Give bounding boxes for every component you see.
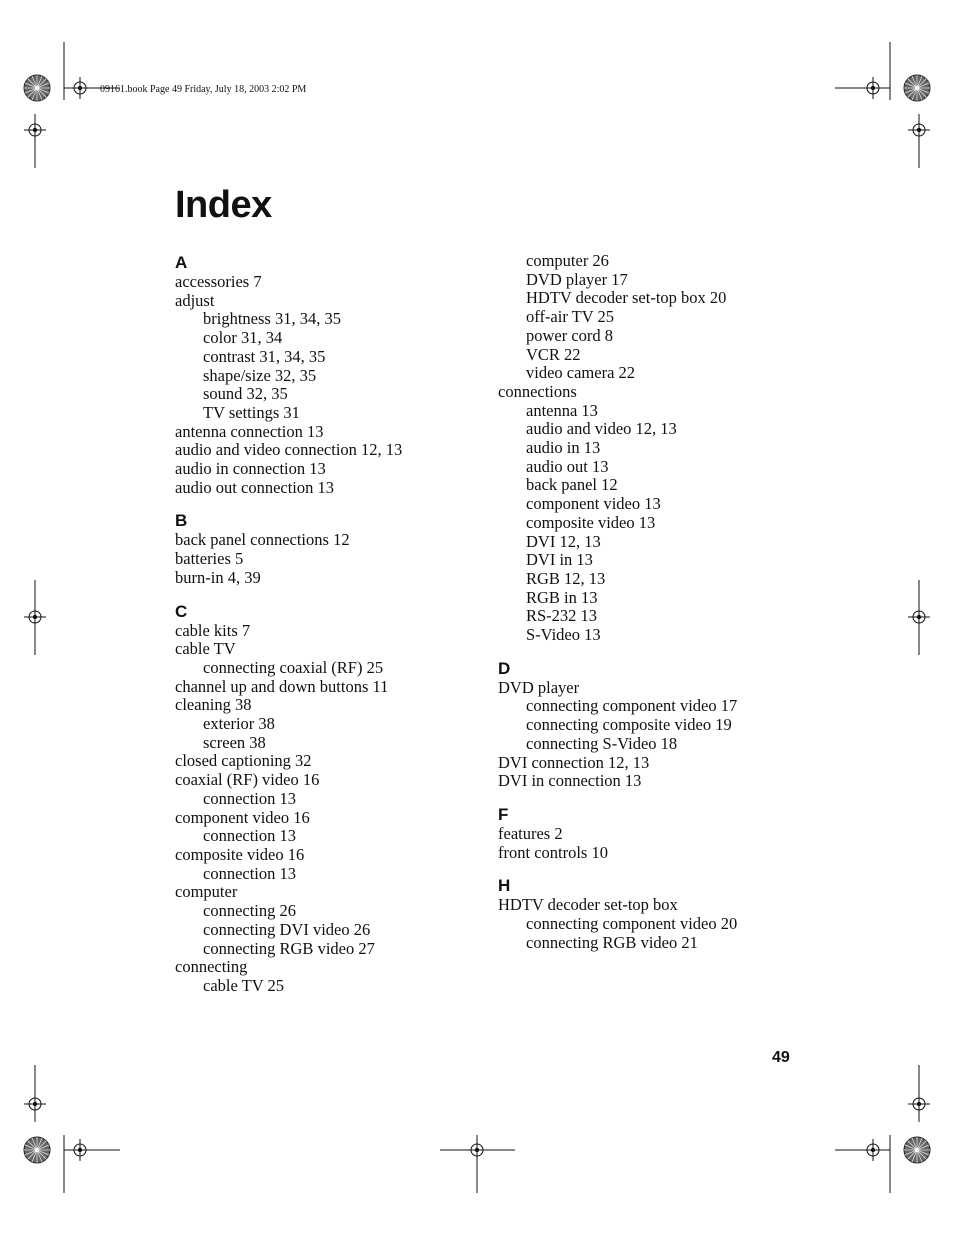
index-subentry: cable TV 25 xyxy=(203,975,284,995)
index-entry: cable kits 7 xyxy=(175,620,251,640)
index-subentry: screen 38 xyxy=(203,732,266,752)
index-entry: composite video 16 xyxy=(175,844,305,864)
index-entry: computer xyxy=(175,882,238,902)
index-subentry: connecting coaxial (RF) 25 xyxy=(203,657,384,677)
index-subentry: connecting composite video 19 xyxy=(526,715,732,735)
index-column-left xyxy=(175,253,402,996)
index-entry: back panel connections 12 xyxy=(175,530,350,550)
index-entry: accessories 7 xyxy=(175,272,262,291)
index-subentry: off-air TV 25 xyxy=(526,307,614,327)
index-entry: channel up and down buttons 11 xyxy=(175,676,389,696)
index-column-right xyxy=(498,252,737,953)
index-section-letter: F xyxy=(498,804,509,824)
index-subentry: connecting 26 xyxy=(203,901,297,921)
index-entry: DVI connection 12, 13 xyxy=(498,752,650,772)
index-entry: front controls 10 xyxy=(498,842,608,862)
index-entry: audio and video connection 12, 13 xyxy=(175,440,403,460)
index-subentry: exterior 38 xyxy=(203,714,275,734)
page-number: 49 xyxy=(772,1049,790,1066)
index-subentry: RGB 12, 13 xyxy=(526,568,606,588)
section-gap xyxy=(498,791,737,805)
index-entry: audio in connection 13 xyxy=(175,459,326,479)
index-subentry: composite video 13 xyxy=(526,512,656,532)
index-subentry: VCR 22 xyxy=(526,344,581,364)
index-subentry: sound 32, 35 xyxy=(203,384,288,404)
index-section-letter: B xyxy=(175,511,188,531)
index-subentry: connection 13 xyxy=(203,863,297,883)
index-subentry: contrast 31, 34, 35 xyxy=(203,346,326,366)
index-subentry: audio and video 12, 13 xyxy=(526,419,677,439)
index-subentry: connection 13 xyxy=(203,826,297,846)
index-entry: connecting xyxy=(175,957,248,977)
index-subentry: connecting RGB video 27 xyxy=(203,938,375,958)
index-subentry: TV settings 31 xyxy=(203,402,300,422)
index-entry: batteries 5 xyxy=(175,549,244,569)
print-header-stamp: 09161.book Page 49 Friday, July 18, 2003 2:02 PM xyxy=(100,84,307,95)
index-entry: DVI in connection 13 xyxy=(498,771,642,791)
index-subentry: shape/size 32, 35 xyxy=(203,365,317,385)
index-subentry: connecting component video 20 xyxy=(526,914,738,934)
index-section-letter: C xyxy=(175,601,188,621)
index-subentry: DVI 12, 13 xyxy=(526,531,601,551)
index-entry: burn-in 4, 39 xyxy=(175,567,261,587)
index-subentry: RS-232 13 xyxy=(526,606,598,626)
section-gap xyxy=(175,588,402,602)
index-subentry: component video 13 xyxy=(526,494,661,514)
index-subentry: connecting DVI video 26 xyxy=(203,919,371,939)
index-subentry: connection 13 xyxy=(203,788,297,808)
index-subentry: color 31, 34 xyxy=(203,328,283,348)
index-section-letter: H xyxy=(498,876,511,896)
index-subentry: RGB in 13 xyxy=(526,587,598,607)
index-subentry: video camera 22 xyxy=(526,363,636,383)
index-subentry: audio out 13 xyxy=(526,456,609,476)
index-subentry: DVD player 17 xyxy=(526,269,628,289)
index-entry: features 2 xyxy=(498,823,563,843)
page-title: Index xyxy=(175,184,272,226)
index-entry: antenna connection 13 xyxy=(175,421,324,441)
index-subentry: HDTV decoder set-top box 20 xyxy=(526,288,727,308)
index-subentry: connecting component video 17 xyxy=(526,696,738,716)
index-entry: cable TV xyxy=(175,639,236,659)
index-entry: HDTV decoder set-top box xyxy=(498,895,678,915)
index-entry: audio out connection 13 xyxy=(175,477,335,497)
index-entry: coaxial (RF) video 16 xyxy=(175,770,320,790)
index-entry: DVD player xyxy=(498,677,580,697)
index-subentry: DVI in 13 xyxy=(526,550,593,570)
index-section-letter: A xyxy=(175,253,188,272)
index-subentry: audio in 13 xyxy=(526,438,601,458)
index-subentry: antenna 13 xyxy=(526,400,598,420)
index-entry: cleaning 38 xyxy=(175,695,252,715)
index-entry: adjust xyxy=(175,290,215,310)
index-subentry: connecting S-Video 18 xyxy=(526,733,678,753)
section-gap xyxy=(498,862,737,876)
section-gap xyxy=(175,497,402,511)
index-subentry: back panel 12 xyxy=(526,475,618,495)
index-subentry: computer 26 xyxy=(526,251,609,270)
index-entry: connections xyxy=(498,381,577,401)
section-gap xyxy=(498,645,737,659)
index-entry: closed captioning 32 xyxy=(175,751,312,771)
index-subentry: power cord 8 xyxy=(526,325,614,345)
index-section-letter: D xyxy=(498,658,511,678)
index-entry: component video 16 xyxy=(175,807,310,827)
index-subentry: connecting RGB video 21 xyxy=(526,932,698,952)
index-subentry: brightness 31, 34, 35 xyxy=(203,309,341,329)
index-subentry: S-Video 13 xyxy=(526,625,601,645)
